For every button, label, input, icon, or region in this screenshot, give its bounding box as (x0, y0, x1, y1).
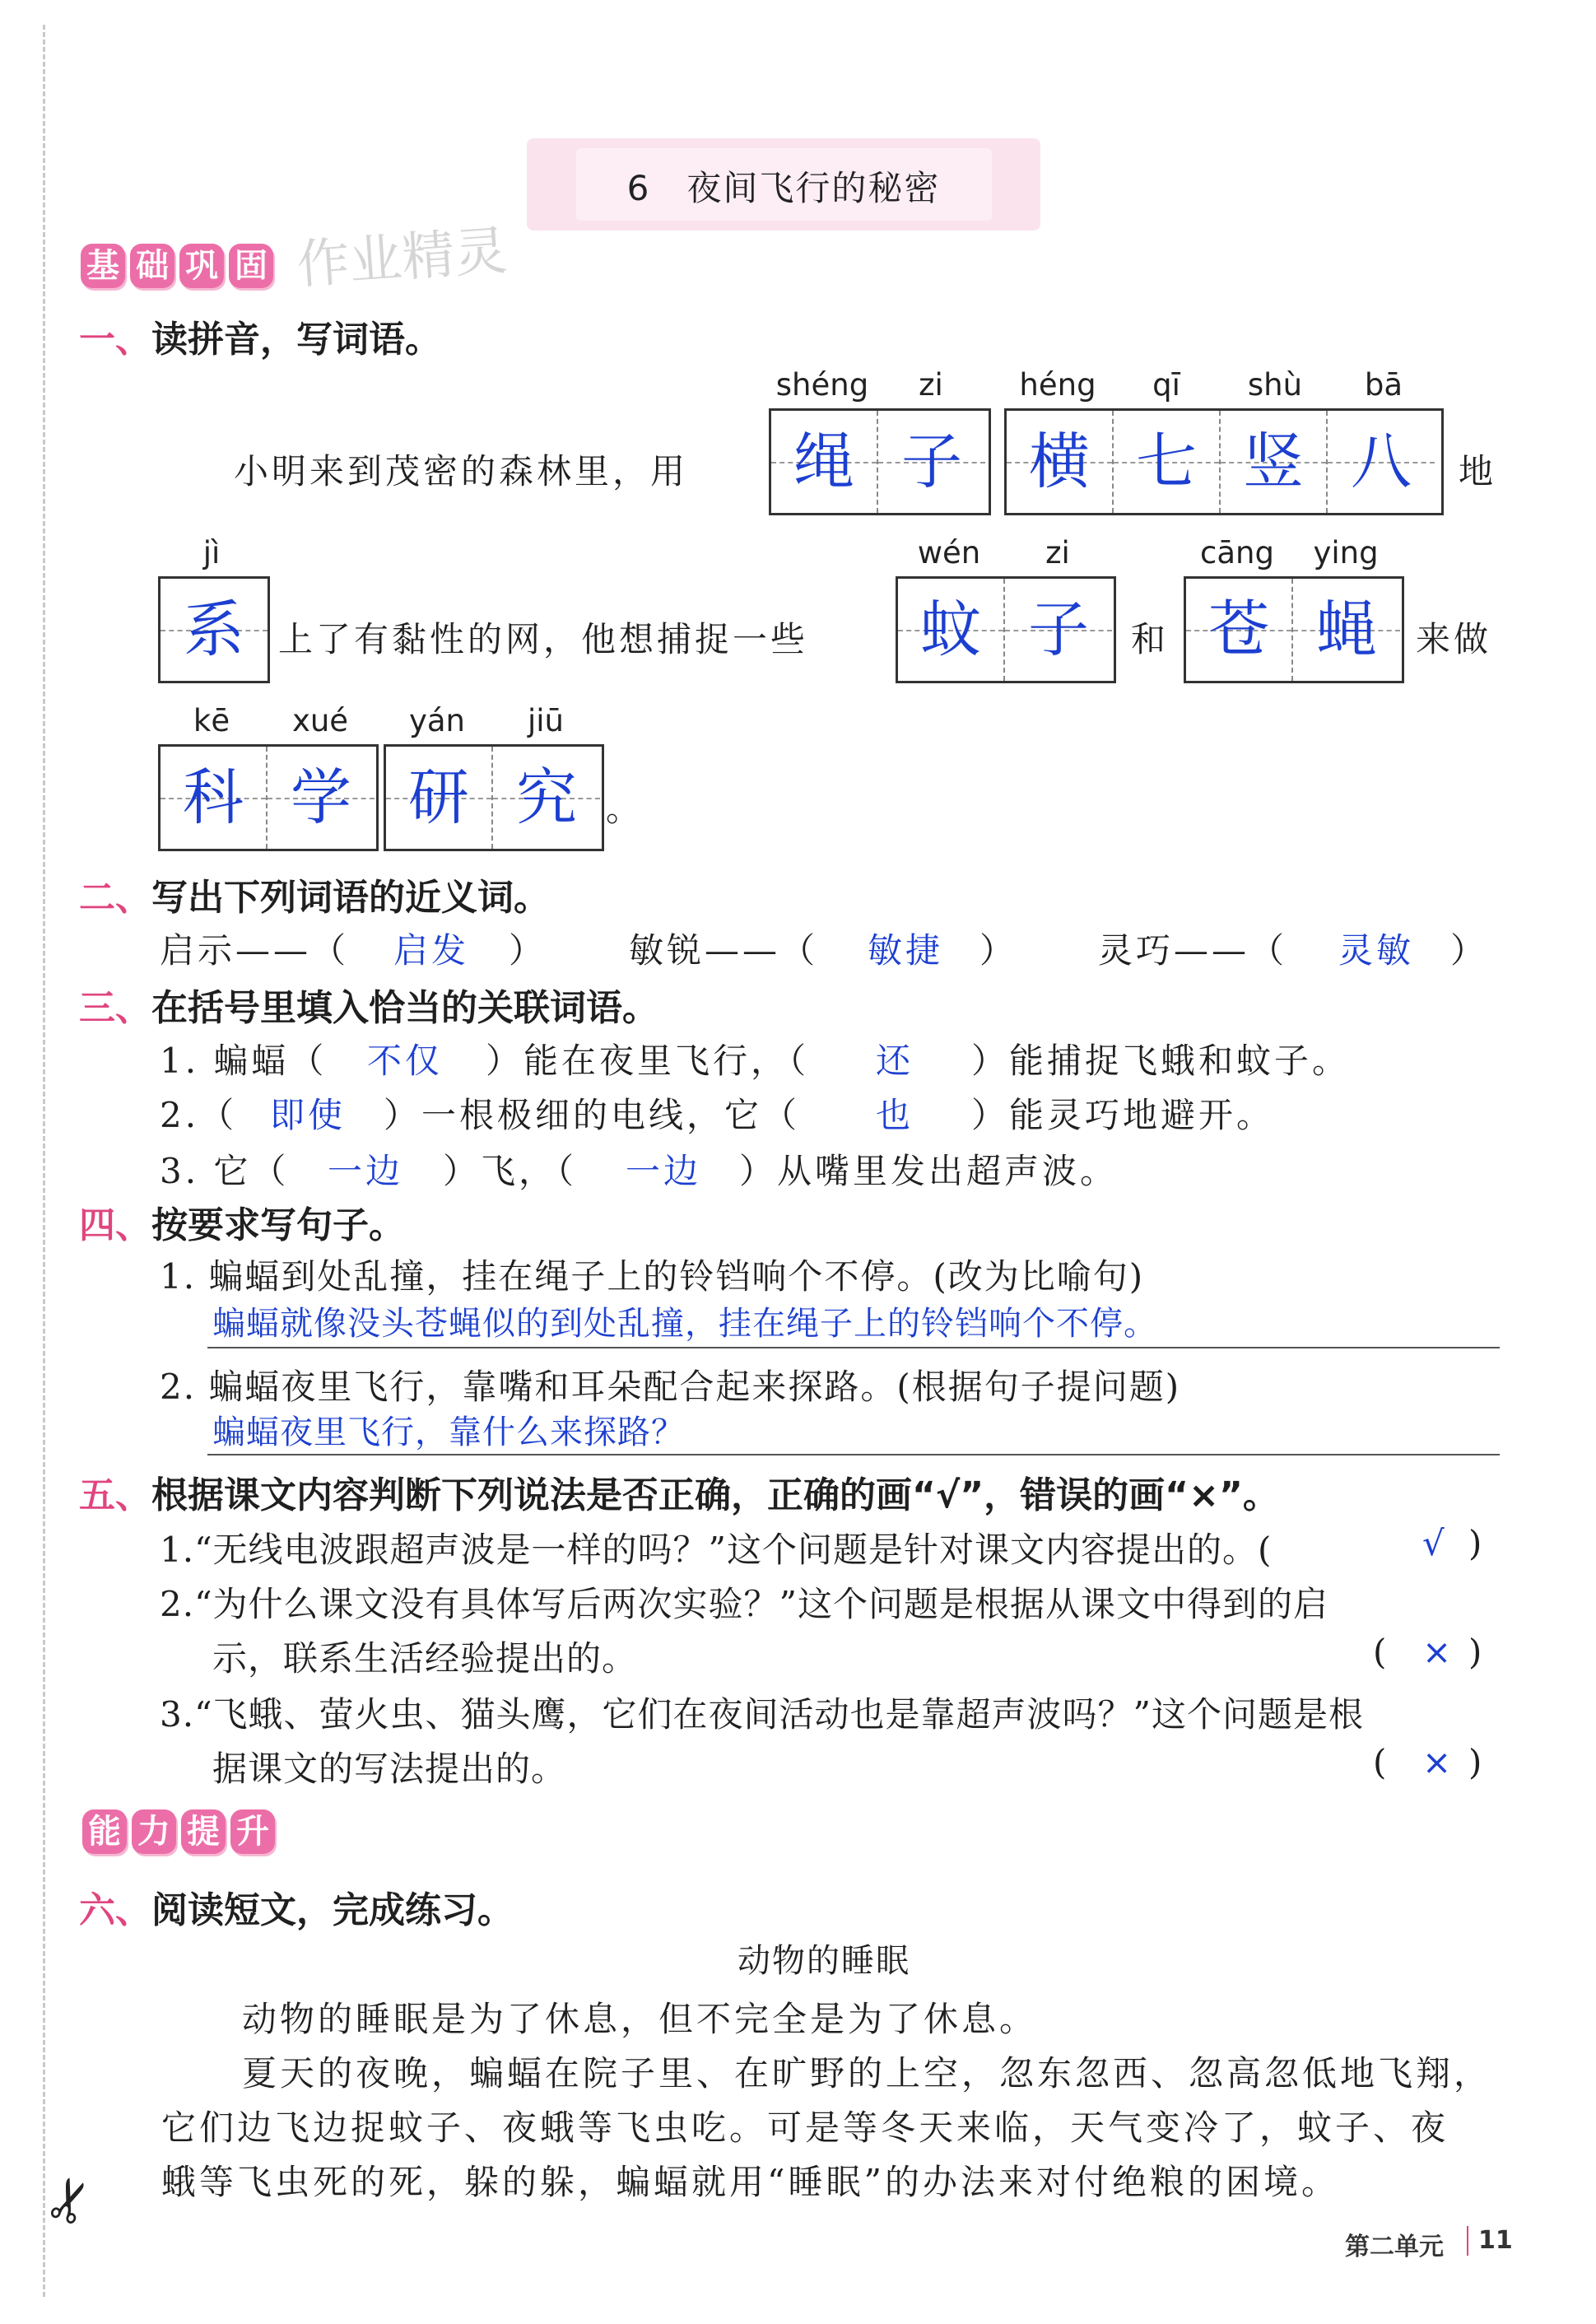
q1-text-d: 和 (1131, 619, 1170, 659)
char-cell: 苍 (1186, 579, 1293, 681)
q5-item-2b: 示，联系生活经验提出的。 (212, 1638, 638, 1679)
q4-heading (79, 1195, 405, 1248)
pinyin: shù (1247, 367, 1303, 403)
q3-line3-b: ）飞，（ (443, 1151, 578, 1191)
synonym-close: ） (979, 930, 1018, 971)
answer-box-kexue (158, 744, 379, 851)
q3-title: 在括号里填入恰当的关联词语。 (151, 987, 658, 1029)
pinyin: zi (919, 367, 943, 403)
q5-item-1: 1.“无线电波跟超声波是一样的吗？”这个问题是针对课文内容提出的。( (160, 1530, 1273, 1570)
synonym-answer: 启发 (393, 930, 470, 971)
passage-line: 蛾等飞虫死的死，躲的躲，蝙蝠就用“睡眠”的办法来对付绝粮的困境。 (161, 2162, 1339, 2202)
char-cell: 子 (878, 411, 985, 513)
q4-title: 按要求写句子。 (151, 1204, 405, 1246)
synonym-prompt: 灵巧——（ (1098, 930, 1288, 971)
pinyin: zi (1045, 535, 1070, 571)
char-cell: 子 (1005, 579, 1112, 681)
pinyin: qī (1152, 367, 1180, 403)
q4-sentence-2: 2. 蝙蝠夜里飞行，靠嘴和耳朵配合起来探路。(根据句子提问题) (160, 1367, 1181, 1407)
section-badge-advanced (82, 1809, 275, 1859)
q1-text-a: 小明来到茂密的森林里，用 (234, 451, 689, 491)
pinyin: jì (202, 535, 221, 571)
badge-char: 力 (132, 1809, 176, 1854)
q5-item-3a: 3.“飞蛾、萤火虫、猫头鹰，它们在夜间活动也是靠超声波吗？”这个问题是根 (160, 1694, 1365, 1735)
synonym-answer: 灵敏 (1338, 930, 1415, 971)
q5-open: ( (1373, 1632, 1390, 1672)
q1-heading (79, 310, 441, 362)
char-cell: 竖 (1221, 411, 1328, 513)
cut-line (43, 25, 45, 2297)
badge-char: 础 (130, 244, 174, 288)
q3-number: 三、 (79, 987, 151, 1029)
q6-heading (79, 1880, 514, 1933)
pinyin: jiū (527, 703, 564, 738)
synonym-answer: 敏捷 (868, 930, 944, 971)
scissors-icon: ✂ (30, 2166, 110, 2235)
badge-char: 基 (81, 244, 125, 288)
q5-title: 根据课文内容判断下列说法是否正确，正确的画“√”，错误的画“×”。 (151, 1474, 1279, 1516)
char-cell: 科 (161, 747, 268, 849)
q6-number: 六、 (79, 1889, 151, 1931)
pinyin: shéng (775, 367, 869, 403)
q5-close: ) (1468, 1632, 1486, 1672)
char-cell: 横 (1007, 411, 1114, 513)
badge-char: 巩 (179, 244, 224, 288)
q3-answer: 也 (876, 1095, 914, 1135)
pinyin: yán (408, 703, 466, 738)
q3-line1-b: ）能在夜里飞行，（ (486, 1041, 810, 1081)
answer-box-wenzi (896, 576, 1116, 683)
answer-box-ji (158, 576, 270, 683)
q5-item-2a: 2.“为什么课文没有具体写后两次实验？”这个问题是根据从课文中得到的启 (160, 1584, 1329, 1624)
badge-char: 固 (229, 244, 273, 288)
char-cell: 蝇 (1293, 579, 1400, 681)
q5-answer-2: × (1422, 1632, 1455, 1672)
q1-number: 一、 (79, 319, 151, 361)
q5-number: 五、 (79, 1474, 151, 1516)
char-cell: 七 (1114, 411, 1221, 513)
q4-number: 四、 (79, 1204, 151, 1246)
q3-line1-a: 1. 蝙蝠（ (160, 1041, 328, 1081)
q5-answer-1: √ (1422, 1523, 1448, 1563)
passage-paragraph-1: 动物的睡眠是为了休息，但不完全是为了休息。 (242, 1999, 1038, 2039)
q1-text-f: 。 (606, 789, 644, 829)
q5-answer-3: × (1422, 1742, 1455, 1782)
footer-unit: 第二单元 (1345, 2233, 1444, 2261)
q4-answer-1: 蝙蝠就像没头苍蝇似的到处乱撞，挂在绳子上的铃铛响个不停。 (212, 1305, 1157, 1343)
watermark: 作业精灵 (295, 221, 510, 296)
pinyin: cāng (1200, 535, 1274, 571)
q5-close: ) (1468, 1742, 1486, 1782)
q3-answer: 一边 (626, 1151, 702, 1191)
answer-box-yanjiu (384, 744, 604, 851)
q3-answer: 一边 (328, 1151, 404, 1191)
q6-title: 阅读短文，完成练习。 (151, 1889, 514, 1931)
q1-title: 读拼音，写词语。 (151, 319, 441, 361)
q3-line1-c: ）能捕捉飞蛾和蚊子。 (971, 1041, 1351, 1081)
q5-heading (79, 1465, 1279, 1518)
pinyin: héng (1019, 367, 1096, 403)
q3-answer: 不仅 (367, 1041, 444, 1081)
q3-line2-c: ）能灵巧地避开。 (971, 1095, 1275, 1135)
answer-line (207, 1347, 1500, 1348)
synonym-close: ） (1450, 930, 1489, 971)
q2-title: 写出下列词语的近义词。 (151, 877, 550, 919)
answer-box-hengqishuba (1004, 408, 1444, 515)
char-cell: 系 (161, 579, 268, 681)
passage-title: 动物的睡眠 (738, 1942, 910, 1980)
pinyin: ying (1313, 535, 1379, 571)
q4-sentence-1: 1. 蝙蝠到处乱撞，挂在绳子上的铃铛响个不停。(改为比喻句) (160, 1256, 1145, 1297)
q3-line2-b: ）一根极细的电线，它（ (384, 1095, 801, 1135)
q1-text-b: 地 (1459, 451, 1497, 491)
pinyin: kē (193, 703, 230, 738)
char-cell: 究 (493, 747, 600, 849)
badge-char: 升 (230, 1809, 275, 1854)
q3-heading (79, 978, 658, 1031)
q1-text-e: 来做 (1416, 619, 1492, 659)
q5-item-3b: 据课文的写法提出的。 (212, 1749, 567, 1789)
footer-divider (1467, 2226, 1468, 2256)
section-badge-basic (81, 244, 273, 293)
passage-line: 夏天的夜晚，蝙蝠在院子里、在旷野的上空，忽东忽西、忽高忽低地飞翔， (242, 2053, 1492, 2093)
synonym-prompt: 敏锐——（ (629, 930, 819, 971)
pinyin: bā (1364, 367, 1403, 403)
char-cell: 学 (268, 747, 375, 849)
passage-line: 它们边飞边捉蚊子、夜蛾等飞虫吃。可是等冬天来临，天气变冷了，蚊子、夜 (161, 2107, 1449, 2148)
page-number: 11 (1478, 2226, 1513, 2255)
synonym-prompt: 启示——（ (160, 930, 350, 971)
q5-close: ) (1468, 1523, 1486, 1563)
q5-open: ( (1373, 1742, 1390, 1782)
answer-line (207, 1454, 1500, 1455)
char-cell: 研 (386, 747, 493, 849)
answer-box-shengzi (769, 408, 991, 515)
q3-line2-a: 2.（ (160, 1095, 238, 1135)
pinyin: wén (917, 535, 981, 571)
q1-text-c: 上了有黏性的网，他想捕捉一些 (278, 619, 809, 659)
char-cell: 八 (1328, 411, 1435, 513)
char-cell: 蚊 (898, 579, 1005, 681)
q3-answer: 即使 (270, 1095, 347, 1135)
lesson-title: 6 夜间飞行的秘密 (626, 168, 941, 208)
q2-number: 二、 (79, 877, 151, 919)
q3-answer: 还 (876, 1041, 914, 1081)
badge-char: 能 (82, 1809, 127, 1854)
q2-heading (79, 868, 550, 920)
q4-answer-2: 蝙蝠夜里飞行，靠什么来探路？ (212, 1413, 685, 1451)
answer-box-cangying (1184, 576, 1404, 683)
q3-line3-a: 3. 它（ (160, 1151, 290, 1191)
pinyin: xué (291, 703, 349, 738)
q3-line3-c: ）从嘴里发出超声波。 (739, 1151, 1119, 1191)
badge-char: 提 (181, 1809, 226, 1854)
char-cell: 绳 (771, 411, 878, 513)
synonym-close: ） (509, 930, 547, 971)
